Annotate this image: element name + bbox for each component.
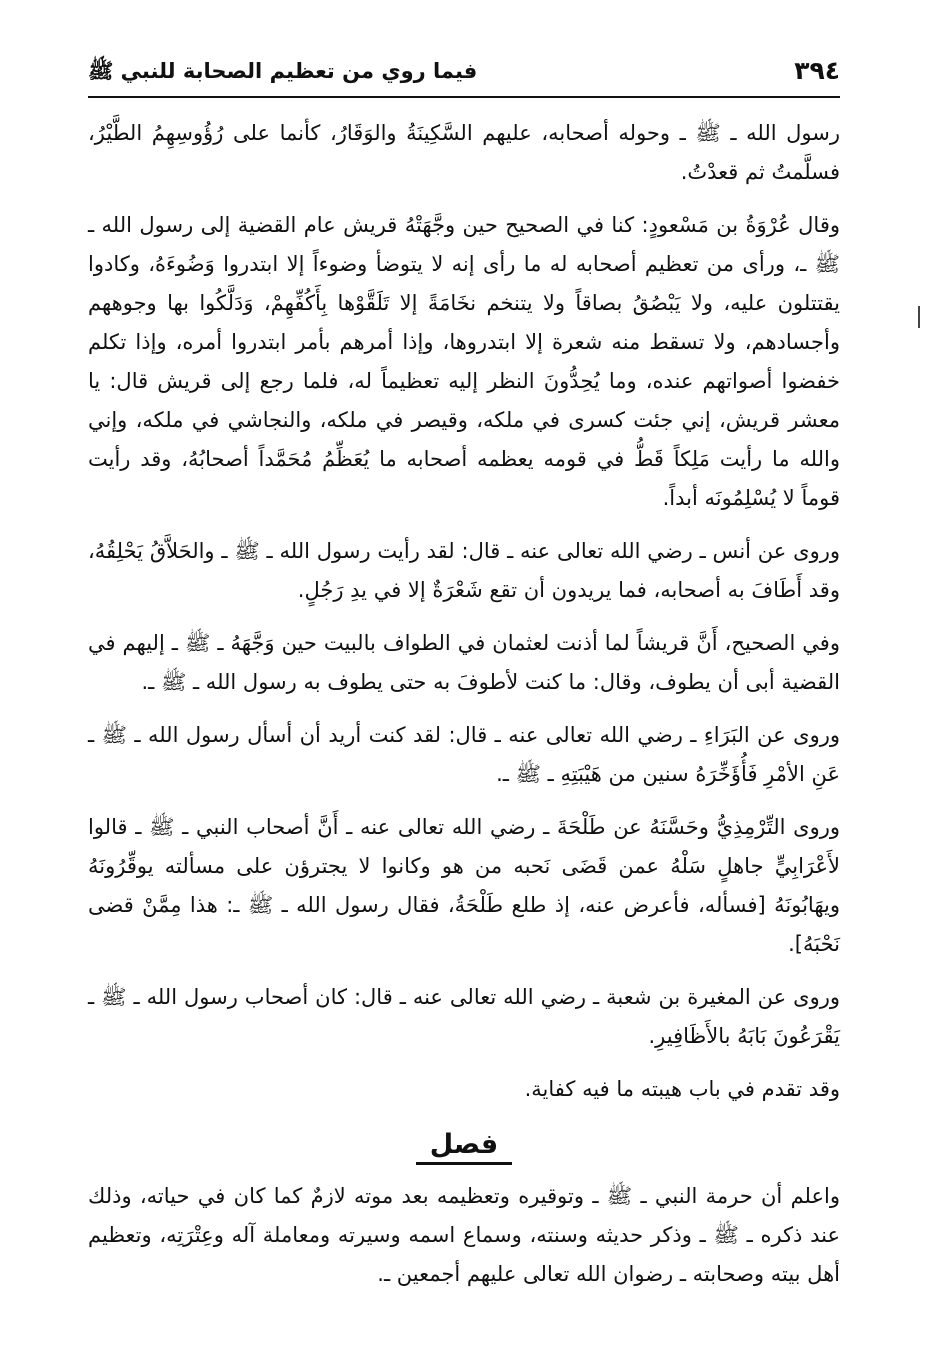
paragraph: وقد تقدم في باب هيبته ما فيه كفاية. <box>524 1077 840 1101</box>
paragraph: وروى عن البَرَاءِ ـ رضي الله تعالى عنه ـ قال: لقد كنت أريد أن أسأل رسول الله ـ ﷺ ـ عَنِ الأمْرِ فَأُؤَخِّرَهُ سنين من هَيْبَتِهِ ـ ﷺ ـ. <box>88 723 840 786</box>
paragraph: وروى عن أنس ـ رضي الله تعالى عنه ـ قال: لقد رأيت رسول الله ـ ﷺ ـ والحَلاَّقُ يَحْلِقُهُ، وقد أَطَافَ به أصحابه، فما يريدون أن تقع شَعْرَةٌ إلا في يدِ رَجُلٍ. <box>88 539 840 602</box>
header-rule <box>88 96 840 98</box>
margin-mark <box>918 306 920 328</box>
page-header <box>88 52 840 92</box>
paragraph: وروى التِّرْمِذِيُّ وحَسَّنَهُ عن طَلْحَةَ ـ رضي الله تعالى عنه ـ أَنَّ أصحاب النبي ـ ﷺ ـ قالوا لأَعْرَابِيٍّ جاهلٍ سَلْهُ عمن قَضَى نَحبه من هو وكانوا لا يجترؤن على مسألته يوقِّرُونَهُ ويهَابُونَهُ [فسأله، فأعرض عنه، إذ طلع طَلْحَةُ، فقال رسول الله ـ ﷺ ـ: هذا مِمَّنْ قضى نَحْبَهُ]. <box>88 815 840 956</box>
running-title: فيما روي من تعظيم الصحابة للنبي ﷺ <box>88 59 478 83</box>
paragraph: رسول الله ـ ﷺ ـ وحوله أصحابه، عليهم السَّكِينَةُ والوَقَارُ، كأنما على رُؤُوسِهِمُ الطَّيْرُ، فسلَّمتُ ثم قعدْتُ. <box>88 121 840 184</box>
paragraph: وقال عُرْوَةُ بن مَسْعودٍ: كنا في الصحيح حين وجَّهَتْهُ قريش عام القضية إلى رسول الله ـ ﷺ ـ، ورأى من تعظيم أصحابه له ما رأى إنه لا يتوضأ وضوءاً إلا ابتدروا وَضُوءَهُ، وكادوا يقتتلون عليه، ولا يَبْصُقُ بصاقاً ولا يتنخم نخَامَةً إلا تَلَقَّوْها بِأَكُفِّهِمْ، وَدَلَّكُوا بها وجوههم وأجسادهم، ولا تسقط منه شعرة إلا ابتدروها، وإذا أمرهم بأمر ابتدروا أمره، وإذا تكلم خفضوا أصواتهم عنده، وما يُحِدُّونَ النظر إليه تعظيماً له، فلما رجع إلى قريش قال: يا معشر قريش، إني جئت كسرى في ملكه، وقيصر في ملكه، والنجاشي في ملكه، وإني والله ما رأيت مَلِكاً قَطُّ في قومه يعظمه أصحابه ما يُعَظِّمُ مُحَمَّداً أصحابُهُ، وقد رأيت قوماً لا يُسْلِمُونَه أبداً. <box>88 213 840 510</box>
body-text <box>88 114 840 1308</box>
paragraph: وروى عن المغيرة بن شعبة ـ رضي الله تعالى عنه ـ قال: كان أصحاب رسول الله ـ ﷺ ـ يَقْرَعُونَ بَابَهُ بالأَظَافِيرِ. <box>88 985 840 1048</box>
page-number: ٣٩٤ <box>794 56 840 85</box>
section-title: فصل <box>416 1129 512 1165</box>
closing-paragraph: واعلم أن حرمة النبي ـ ﷺ ـ وتوقيره وتعظيمه بعد موته لازمٌ كما كان في حياته، وذلك عند ذكره ـ ﷺ ـ وذكر حديثه وسنته، وسماع اسمه وسيرته ومعاملة آله وعِتْرَتِه، وتعظيم أهل بيته وصحابته ـ رضوان الله تعالى عليهم أجمعين ـ. <box>88 1184 840 1286</box>
paragraph: وفي الصحيح، أَنَّ قريشاً لما أذنت لعثمان في الطواف بالبيت حين وَجَّهَهُ ـ ﷺ ـ إليهم في القضية أبى أن يطوف، وقال: ما كنت لأطوفَ به حتى يطوف به رسول الله ـ ﷺ ـ. <box>88 631 840 694</box>
section-heading <box>88 1123 840 1167</box>
